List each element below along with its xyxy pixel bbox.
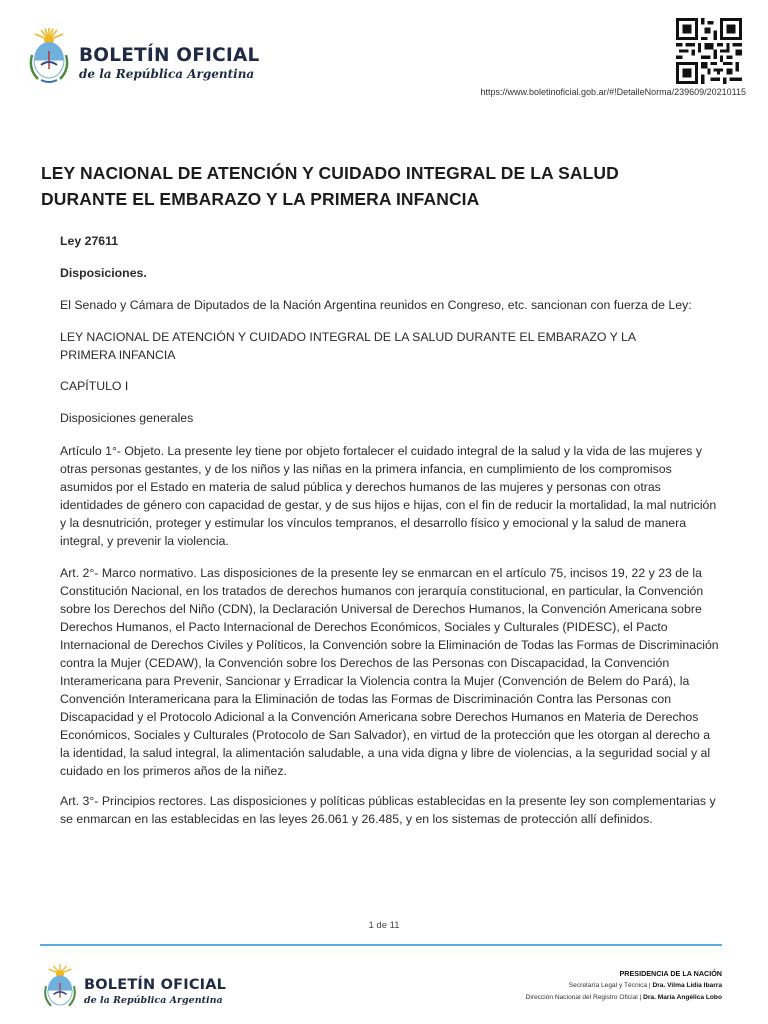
document-title bbox=[41, 160, 731, 212]
article-2: Art. 2°- Marco normativo. Las disposiciones de la presente ley se enmarcan en el artículo 75, incisos 19, 22 y 23 de la Constitución Nacional, en los tratados de derechos humanos con jerarquía constitucional, en particular, la Convención sobre los Derechos del Niño (CDN), la Declaración Universal de Derechos Humanos, la Convención Americana sobre Derechos Humanos, el Pacto Internacional de Derechos Económicos, Sociales y Culturales (PIDESC), el Pacto Internacional de Derechos Civiles y Políticos, la Convención sobre la Eliminación de Todas las Formas de Discriminación contra la Mujer (CEDAW), la Convención sobre los Derechos de las Personas con Discapacidad, la Convención Interamericana para Prevenir, Sancionar y Erradicar la Violencia contra la Mujer (Convención de Belem do Pará), la Convención Interamericana para la Eliminación de todas las Formas de Discriminación Contra las Personas con Discapacidad y el Protocolo Adicional a la Convención Americana sobre Derechos Humanos en Materia de Derechos Económicos, Sociales y Culturales (Protocolo de San Salvador), en virtud de la protección que les otorgan al derecho a la identidad, la salud integral, la alimentación saludable, a una vida digna y libre de violencias, a la seguridad social y al cuidado en los primeros años de la niñez. bbox=[60, 566, 719, 778]
coat-of-arms-icon bbox=[27, 27, 71, 85]
legal-secretary-name: Dra. Vilma Lidia Ibarra bbox=[652, 982, 722, 989]
footer-brand-subtitle: de la República Argentina bbox=[84, 995, 223, 1006]
title-line-1: LEY NACIONAL DE ATENCIÓN Y CUIDADO INTEGRAL DE LA SALUD bbox=[41, 163, 619, 183]
separator: | bbox=[647, 982, 653, 989]
legal-secretary-office: Secretaría Legal y Técnica bbox=[568, 982, 648, 989]
legal-secretary-line bbox=[526, 980, 722, 992]
article-3: Art. 3°- Principios rectores. Las disposiciones y políticas públicas establecidas en la presente ley son complementarias y se enmarcan en las establecidas en las leyes 26.061 y 26.485, y en los sistemas de protección allí definidos. bbox=[60, 794, 716, 826]
page-number: 1 de 11 bbox=[368, 920, 400, 931]
separator: | bbox=[637, 994, 644, 1001]
brand-subtitle: de la República Argentina bbox=[79, 67, 255, 81]
presidency-label: PRESIDENCIA DE LA NACIÓN bbox=[619, 969, 722, 978]
chapter-heading: CAPÍTULO I bbox=[60, 379, 129, 393]
qr-code-icon bbox=[676, 18, 742, 84]
registry-office: Dirección Nacional del Registro Oficial bbox=[525, 994, 638, 1001]
chapter-title: Disposiciones generales bbox=[60, 411, 194, 425]
article-1: Artículo 1°- Objeto. La presente ley tiene por objeto fortalecer el cuidado integral de la salud y la vida de las mujeres y otras personas gestantes, y de los niños y las niñas en la primera infancia, en cumplimiento de los compromisos asumidos por el Estado en materia de salud pública y derechos humanos de las mujeres y personas con otras identidades de género con capacidad de gestar, y de sus hijos e hijas, con el fin de reducir la mortalidad, la mal nutrición y la desnutrición, proteger y estimular los vínculos tempranos, el desarrollo físico y emocional y la salud de manera integral, y prevenir la violencia. bbox=[60, 444, 717, 548]
coat-of-arms-icon bbox=[42, 963, 78, 1011]
preamble: El Senado y Cámara de Diputados de la Nación Argentina reunidos en Congreso, etc. sancionan con fuerza de Ley: bbox=[60, 298, 692, 312]
registry-director-name: Dra. María Angélica Lobo bbox=[643, 994, 722, 1001]
document-url[interactable]: https://www.boletinoficial.gob.ar/#!DetalleNorma/239609/20210115 bbox=[480, 87, 746, 97]
law-number: Ley 27611 bbox=[60, 234, 119, 248]
section-heading: Disposiciones. bbox=[60, 266, 147, 280]
footer-divider bbox=[40, 944, 722, 946]
brand-title: BOLETÍN OFICIAL bbox=[79, 45, 260, 66]
footer-brand-title: BOLETÍN OFICIAL bbox=[84, 977, 227, 993]
law-name: LEY NACIONAL DE ATENCIÓN Y CUIDADO INTEGRAL DE LA SALUD DURANTE EL EMBARAZO Y LA PRIMERA INFANCIA bbox=[60, 330, 636, 362]
registry-line bbox=[526, 992, 722, 1004]
footer-credits bbox=[526, 968, 722, 1004]
title-line-2: DURANTE EL EMBARAZO Y LA PRIMERA INFANCIA bbox=[41, 189, 480, 209]
